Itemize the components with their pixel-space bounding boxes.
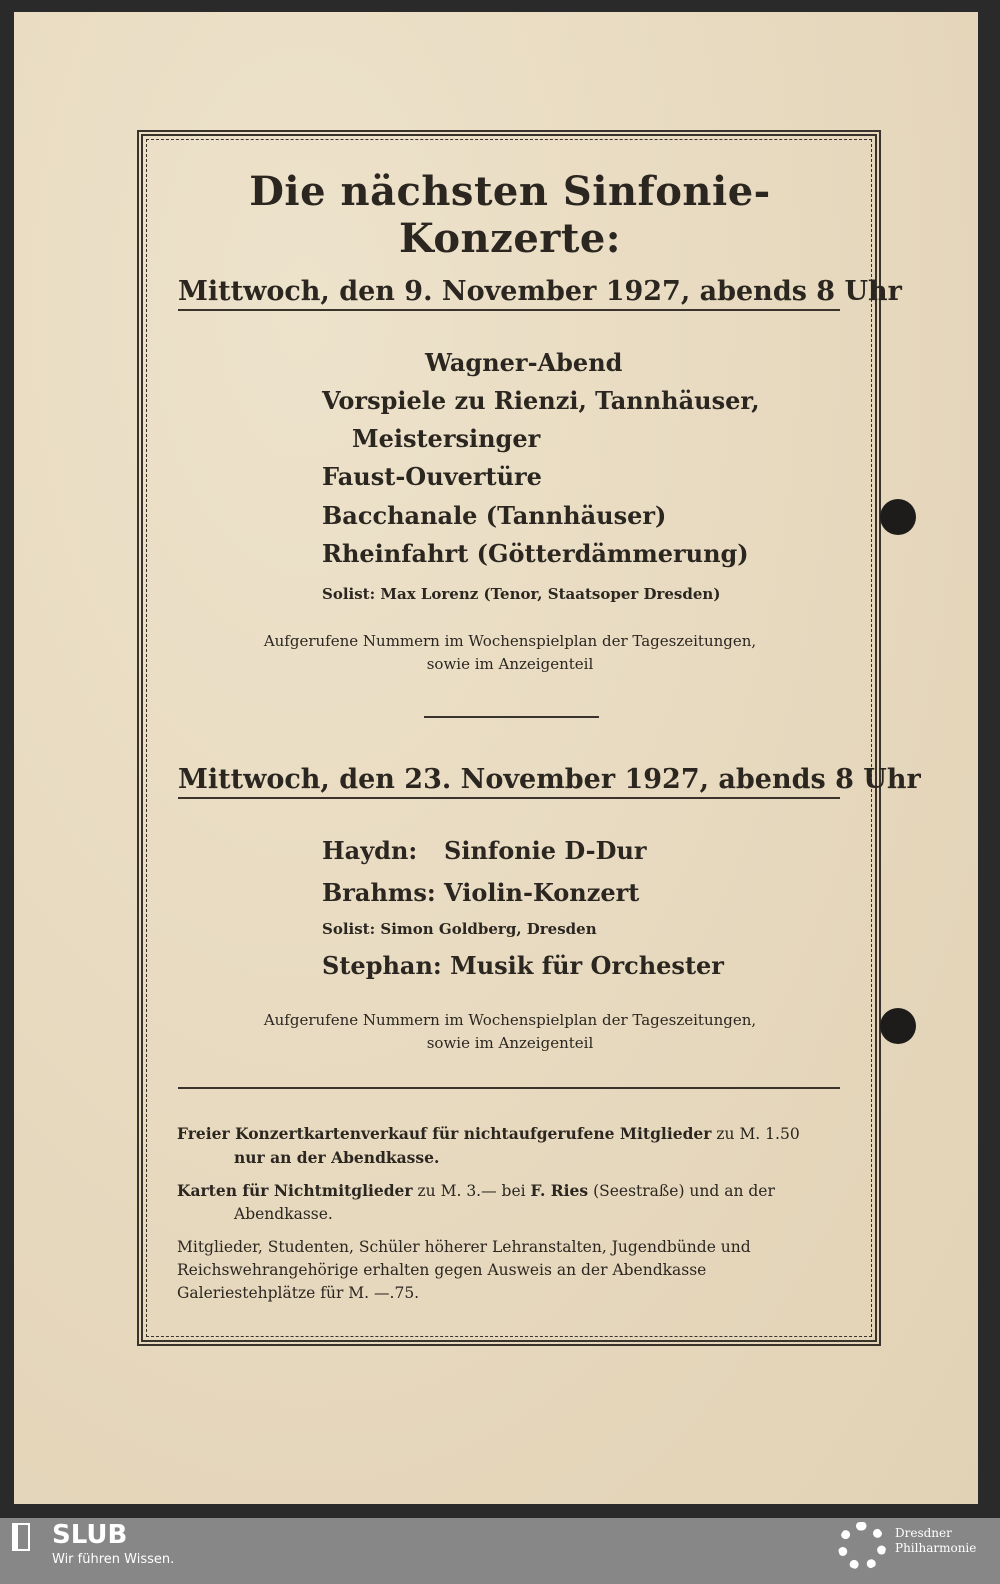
footer-bar xyxy=(0,1518,1000,1584)
ticket-text: Freier Konzertkartenverkauf für nichtaufgerufene Mitglieder xyxy=(177,1124,712,1143)
concert1-heading: Wagner-Abend xyxy=(425,348,623,377)
slogan: Wir führen Wissen. xyxy=(52,1552,175,1567)
work: Musik für Orchester xyxy=(450,951,724,980)
note xyxy=(180,1009,840,1055)
ticket-text: zu M. 1.50 xyxy=(711,1125,800,1143)
ticket-text: (Seestraße) und an der xyxy=(588,1182,775,1200)
ticket-info xyxy=(177,1122,842,1315)
divider xyxy=(178,1087,840,1089)
program-item: Faust-Ouvertüre xyxy=(322,462,542,491)
note-line: sowie im Anzeigenteil xyxy=(426,655,594,673)
program-item xyxy=(322,832,647,870)
ticket-text: Karten für Nichtmitglieder xyxy=(177,1181,413,1200)
book-icon xyxy=(12,1523,30,1551)
composer: Haydn: xyxy=(322,836,418,865)
note xyxy=(180,630,840,676)
ticket-text: zu M. 3.— bei xyxy=(412,1182,531,1200)
partner-name: Dresdner xyxy=(895,1526,952,1540)
composer: Brahms: xyxy=(322,878,436,907)
ticket-text: Abendkasse. xyxy=(234,1205,333,1223)
program-item: Bacchanale (Tannhäuser) xyxy=(322,501,667,530)
program-item: Vorspiele zu Rienzi, Tannhäuser, xyxy=(322,386,760,415)
soloist: Solist: Max Lorenz (Tenor, Staatsoper Dresden) xyxy=(322,585,721,603)
program-item xyxy=(322,947,724,985)
divider xyxy=(424,716,599,718)
partner-logo[interactable] xyxy=(895,1526,976,1556)
program-item xyxy=(322,874,639,912)
work: Sinfonie D-Dur xyxy=(444,836,647,865)
page-title: Die nächsten Sinfonie-Konzerte: xyxy=(249,168,771,262)
punch-hole xyxy=(880,1008,916,1044)
partner-name: Philharmonie xyxy=(895,1541,977,1555)
program-item: Meistersinger xyxy=(352,424,541,453)
work: Violin-Konzert xyxy=(444,878,640,907)
ticket-text: F. Ries xyxy=(530,1181,589,1200)
ticket-text: Mitglieder, Studenten, Schüler höherer Lehranstalten, Jugendbünde und Reichswehrangehörige erhalten gegen Ausweis an der Abendkasse Galeriestehplätze für M. —.75. xyxy=(177,1238,751,1302)
concert2-date: Mittwoch, den 23. November 1927, abends 8 Uhr xyxy=(178,764,840,799)
soloist: Solist: Simon Goldberg, Dresden xyxy=(322,920,597,938)
program-item: Rheinfahrt (Götterdämmerung) xyxy=(322,539,749,568)
note-line: sowie im Anzeigenteil xyxy=(426,1034,594,1052)
composer: Stephan: xyxy=(322,951,442,980)
slub-logo[interactable]: SLUB xyxy=(52,1520,128,1550)
note-line: Aufgerufene Nummern im Wochenspielplan der Tageszeitungen, xyxy=(263,1011,757,1029)
note-line: Aufgerufene Nummern im Wochenspielplan der Tageszeitungen, xyxy=(263,632,757,650)
philharmonie-logo-icon xyxy=(838,1522,886,1570)
ticket-text: nur an der Abendkasse. xyxy=(234,1148,440,1167)
concert1-date: Mittwoch, den 9. November 1927, abends 8 Uhr xyxy=(178,276,840,311)
punch-hole xyxy=(880,499,916,535)
